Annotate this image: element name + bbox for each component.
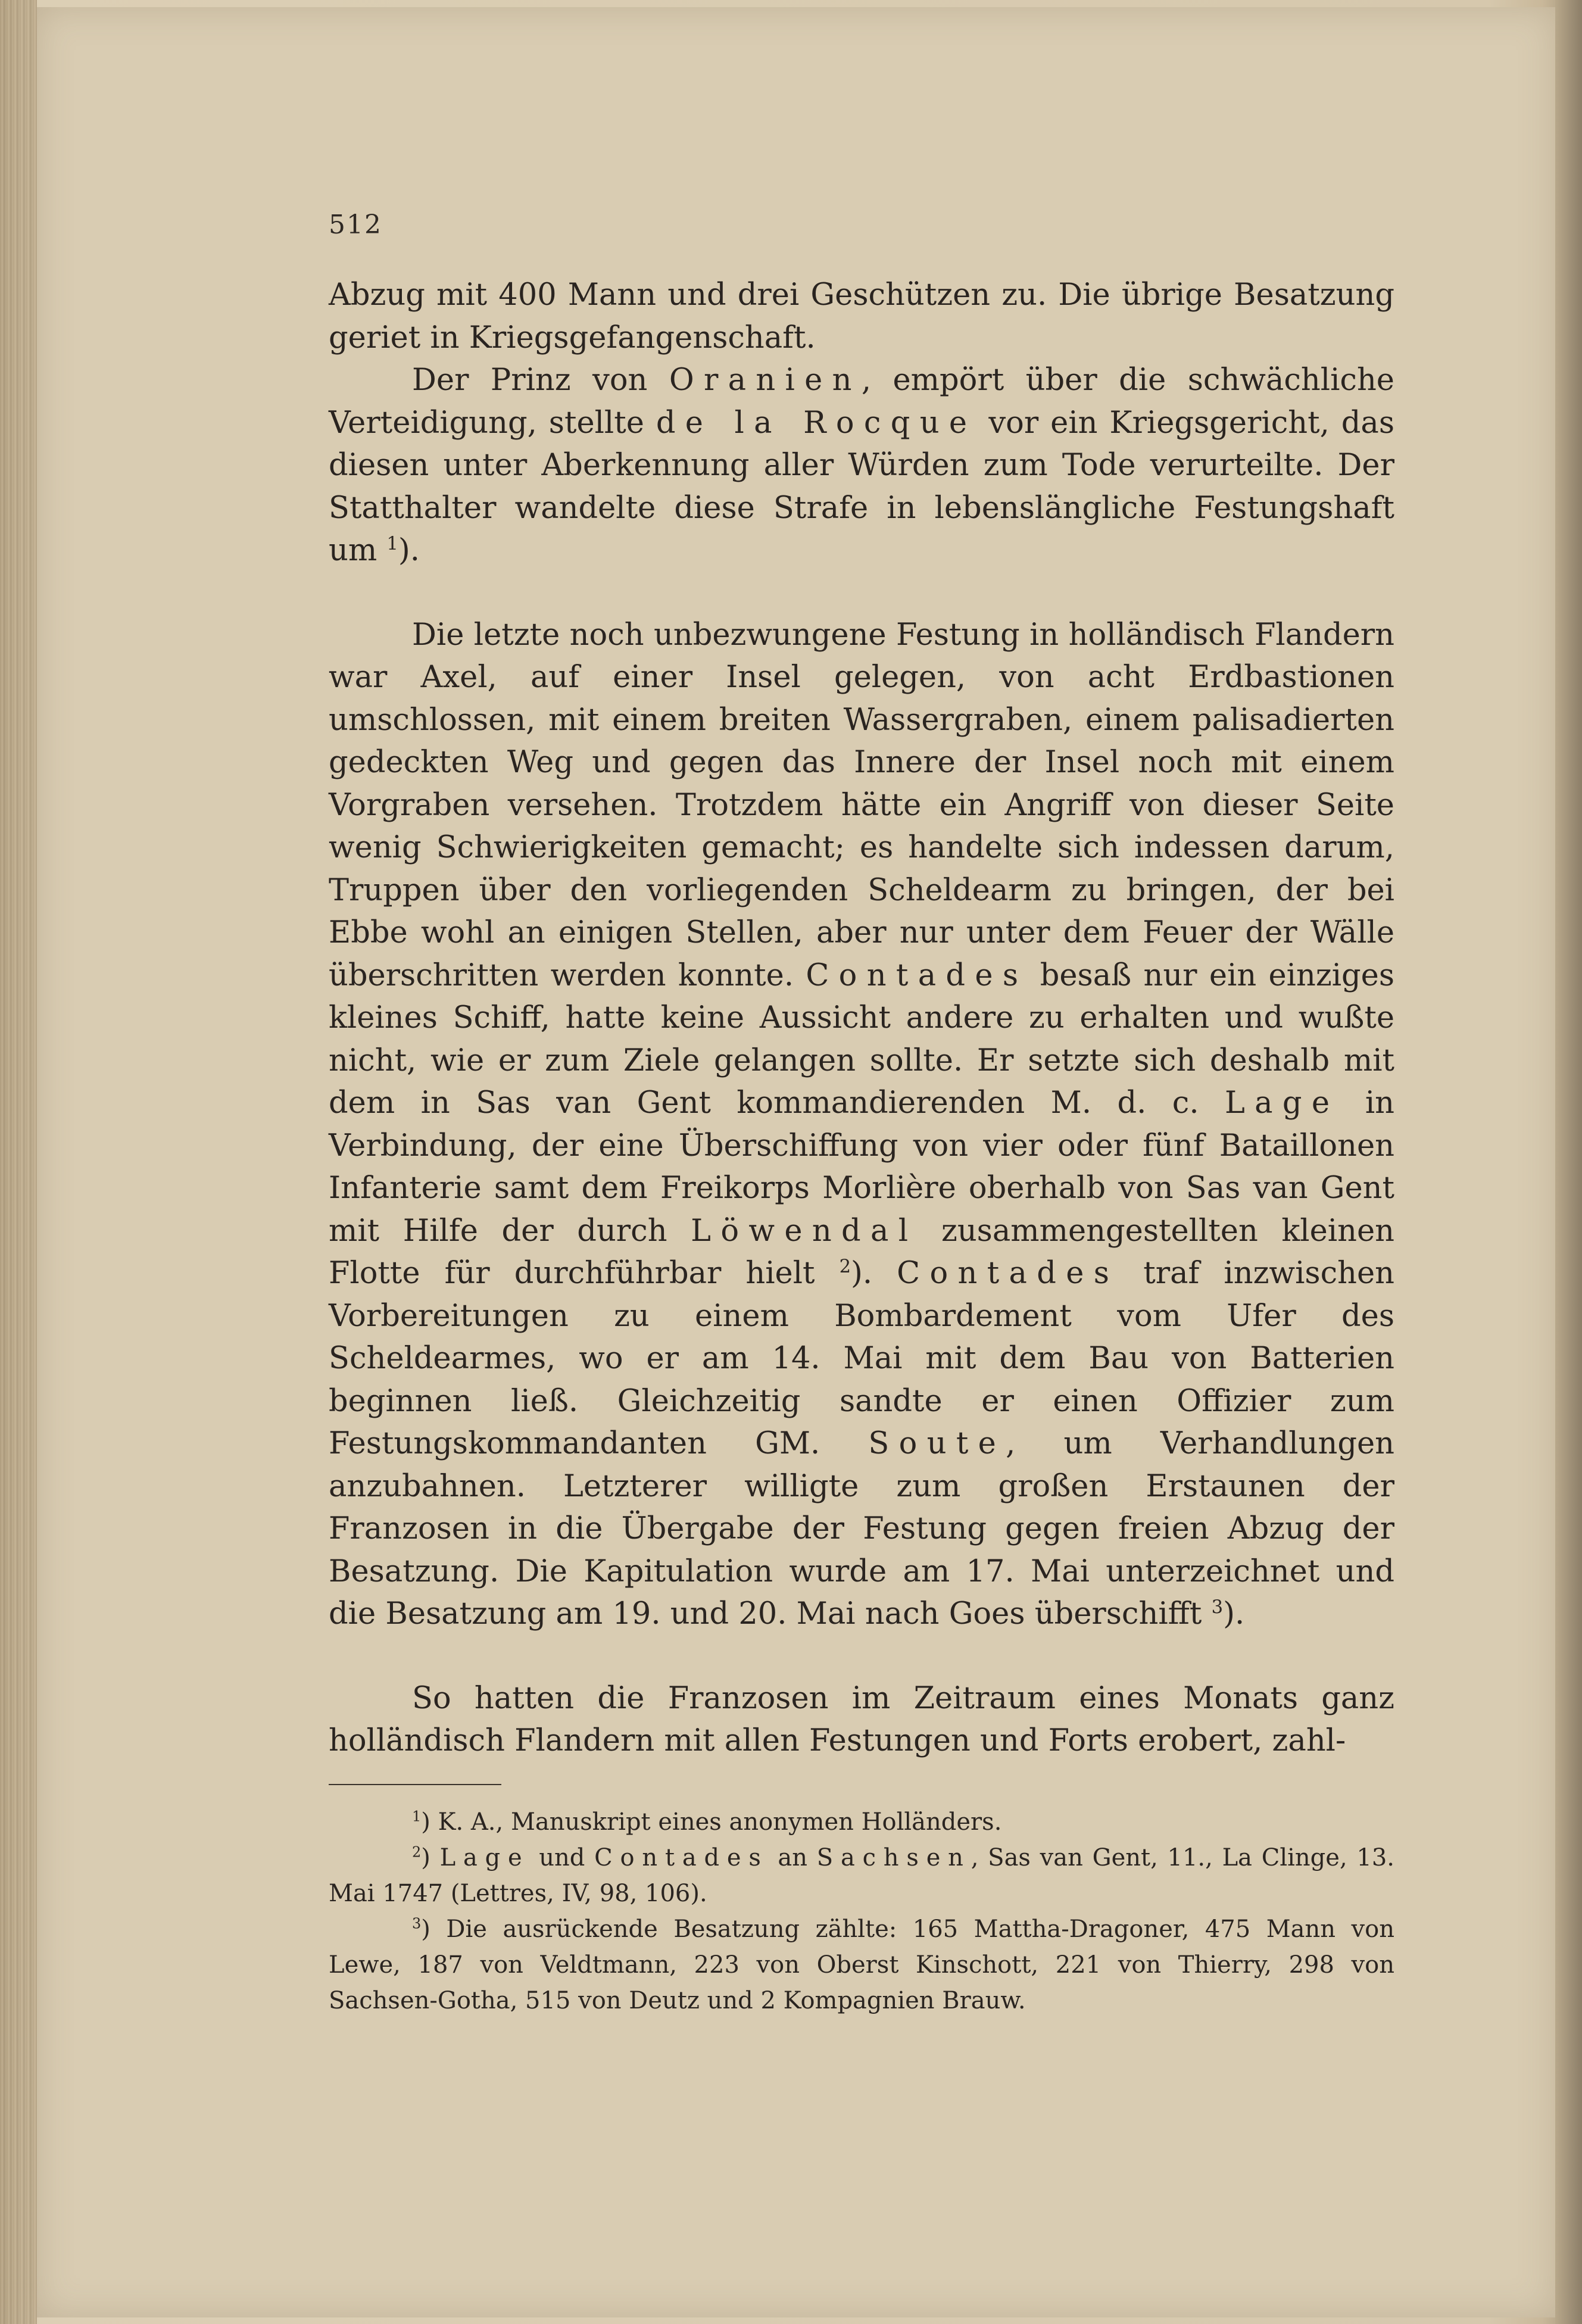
text-run: ) Die ausrückende Besatzung zählte: 165 Mattha-Dragoner, 475 Mann von Lewe, 187 von Veldtmann, 223 von Oberst Kinschott, 221 von Thierry, 298 von Sachsen-Gotha, 515 von Deutz und 2 Kompagnien Brauw. (329, 1916, 1394, 2014)
page-right-edge (1555, 0, 1582, 2324)
text-run: ). (851, 1256, 897, 1291)
text-run: zusammengestellten kleinen Flotte für durchführbar hielt (329, 1213, 1394, 1291)
paragraph (329, 1677, 1394, 1763)
spaced-name: Soute (868, 1426, 1006, 1461)
footnote-marker: 3 (412, 1915, 422, 1932)
paragraph (329, 359, 1394, 572)
text-run: ) K. A., Manuskript eines anonymen Holländers. (421, 1808, 1002, 1836)
text-run: besaß nur ein einziges kleines Schiff, hatte keine Aussicht andere zu erhalten und wußte nicht, wie er zum Ziele gelangen sollte. Er setzte sich deshalb mit dem in Sas van Gent kommandierenden M. d. c. (329, 957, 1395, 1121)
footnote-marker: 1 (412, 1808, 422, 1825)
spaced-name: de la Rocque (656, 405, 977, 441)
spaced-name: Contades (806, 957, 1028, 993)
spaced-name: Contades (594, 1844, 769, 1871)
text-run: in Verbindung, der eine Überschiffung von vier oder fünf Bataillonen Infanterie samt dem Freikorps Morlière oberhalb von Sas van Gent mit Hilfe der durch (329, 1085, 1394, 1249)
book-binding-edge (0, 0, 37, 2324)
spaced-name: Contades (897, 1256, 1119, 1291)
text-run: , um Verhandlungen anzubahnen. Letzterer willigte zum großen Erstaunen der Franzosen in die Übergabe der Festung gegen freien Abzug der Besatzung. Die Kapitulation wurde am 17. Mai unterzeichnet und die Besatzung am 19. und 20. Mai nach Goes überschifft (329, 1426, 1394, 1632)
footnote-marker: 1 (386, 534, 398, 554)
text-run: traf inzwischen Vorbereitungen zu einem Bombardement vom Ufer des Scheldearmes, wo er am 14. Mai mit dem Bau von Batterien beginnen ließ. Gleichzeitig sandte er einen Offizier zum Festungskommandanten GM. (329, 1256, 1395, 1461)
text-run: an (768, 1844, 817, 1871)
spaced-name: Oranien (669, 363, 862, 398)
footnote-separator (329, 1784, 501, 1785)
page-number: 512 (329, 210, 382, 240)
text-run: ) (421, 1844, 440, 1871)
spaced-name: Löwendal (691, 1213, 918, 1249)
footnote-marker: 2 (412, 1843, 422, 1861)
footnote (329, 1840, 1394, 1911)
footnote (329, 1804, 1394, 1840)
text-run: Der Prinz von (412, 363, 669, 398)
footnote-marker: 3 (1211, 1597, 1224, 1618)
text-run: , empört über die schwächliche Verteidigung, stellte (329, 363, 1394, 441)
text-run: Abzug mit 400 Mann und drei Geschützen zu. Die übrige Besatzung geriet in Kriegsgefangenschaft. (329, 277, 1394, 355)
spaced-name: Lage (439, 1844, 530, 1871)
paragraph (329, 274, 1394, 359)
text-run: , Sas van Gent, 11., La Clinge, 13. Mai 1747 (Lettres, IV, 98, 106). (329, 1844, 1394, 1907)
text-run: ). (398, 533, 420, 568)
text-run: ). (1223, 1596, 1245, 1632)
footnote-marker: 2 (839, 1256, 851, 1277)
text-run: So hatten die Franzosen im Zeitraum eines Monats ganz holländisch Flandern mit allen Festungen und Forts erobert, zahl- (329, 1680, 1394, 1758)
text-run: Die letzte noch unbezwungene Festung in holländisch Flandern war Axel, auf einer Insel gelegen, von acht Erdbastionen umschlossen, mit einem breiten Wassergraben, einem palisadierten gedeckten Weg und gegen das Innere der Insel noch mit einem Vorgraben versehen. Trotzdem hätte ein Angriff von dieser Seite wenig Schwierigkeiten gemacht; es handelte sich indessen darum, Truppen über den vorliegenden Scheldearm zu bringen, der bei Ebbe wohl an einigen Stellen, aber nur unter dem Feuer der Wälle überschritten werden konnte. (329, 617, 1394, 993)
body-text (329, 274, 1394, 1763)
spaced-name: Lage (1225, 1085, 1340, 1121)
text-run: vor ein Kriegsgericht, das diesen unter Aberkennung aller Würden zum Tode verurteilte. Der Statthalter wandelte diese Strafe in lebenslängliche Festungshaft um (329, 405, 1394, 568)
spaced-name: Sachsen (816, 1844, 971, 1871)
footnotes (329, 1804, 1394, 2019)
text-run: und (529, 1844, 595, 1871)
footnote (329, 1911, 1394, 2019)
paragraph (329, 614, 1394, 1636)
